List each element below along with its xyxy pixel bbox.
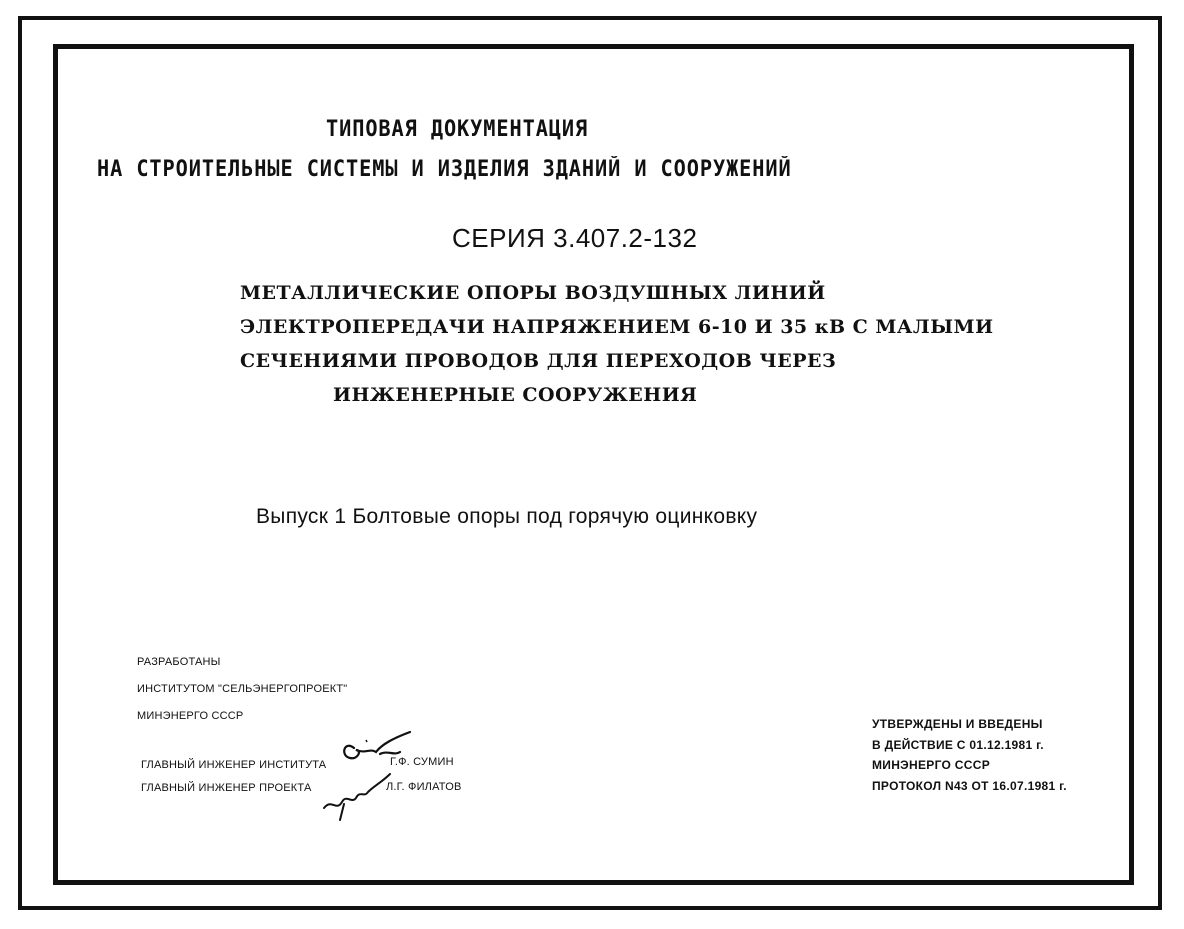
header-line-1: ТИПОВАЯ ДОКУМЕНТАЦИЯ: [326, 117, 589, 142]
title-line-2: ЭЛЕКТРОПЕРЕДАЧИ НАПРЯЖЕНИЕМ 6-10 И 35 кВ С МАЛЫМИ: [240, 316, 994, 338]
header-line-2: НА СТРОИТЕЛЬНЫЕ СИСТЕМЫ И ИЗДЕЛИЯ ЗДАНИЙ И СООРУЖЕНИЙ: [97, 157, 792, 182]
approved-line-1: УТВЕРЖДЕНЫ И ВВЕДЕНЫ: [872, 717, 1043, 731]
developed-line-1: РАЗРАБОТАНЫ: [137, 656, 221, 668]
chief-project-name: Л.Г. ФИЛАТОВ: [386, 781, 462, 793]
issue-line: Выпуск 1 Болтовые опоры под горячую оцинковку: [256, 505, 758, 528]
signature-filatov: [318, 768, 398, 824]
title-line-4: ИНЖЕНЕРНЫЕ СООРУЖЕНИЯ: [333, 384, 698, 406]
chief-institute-role: ГЛАВНЫЙ ИНЖЕНЕР ИНСТИТУТА: [141, 759, 327, 771]
approved-line-2: В ДЕЙСТВИЕ С 01.12.1981 г.: [872, 738, 1044, 752]
chief-institute-name: Г.Ф. СУМИН: [390, 756, 454, 768]
approved-line-3: МИНЭНЕРГО СССР: [872, 758, 991, 772]
approved-line-4: ПРОТОКОЛ N43 ОТ 16.07.1981 г.: [872, 779, 1067, 793]
developed-line-2: ИНСТИТУТОМ "СЕЛЬЭНЕРГОПРОЕКТ": [137, 683, 348, 695]
title-line-1: МЕТАЛЛИЧЕСКИЕ ОПОРЫ ВОЗДУШНЫХ ЛИНИЙ: [240, 282, 826, 304]
chief-project-role: ГЛАВНЫЙ ИНЖЕНЕР ПРОЕКТА: [141, 782, 312, 794]
developed-line-3: МИНЭНЕРГО СССР: [137, 710, 244, 722]
title-line-3: СЕЧЕНИЯМИ ПРОВОДОВ ДЛЯ ПЕРЕХОДОВ ЧЕРЕЗ: [240, 350, 837, 372]
series-number: СЕРИЯ 3.407.2-132: [452, 223, 698, 253]
